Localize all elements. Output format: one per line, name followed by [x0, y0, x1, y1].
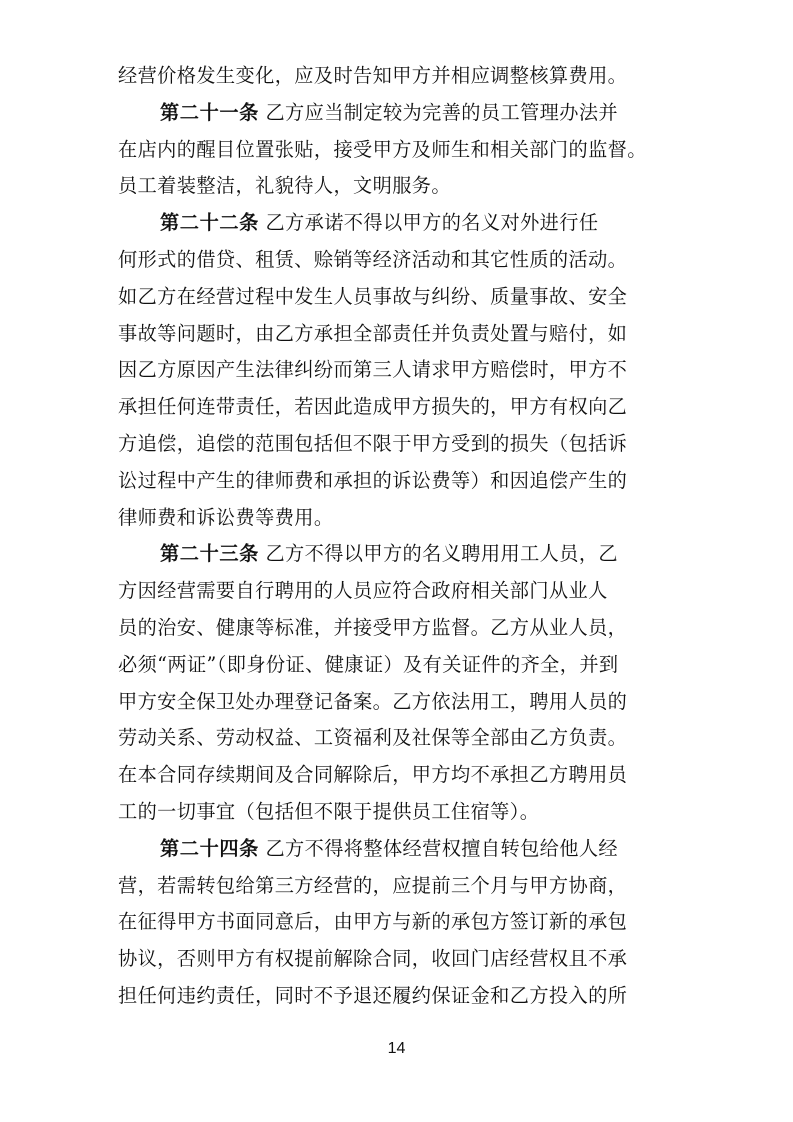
- line-text: 讼过程中产生的律师费和承担的诉讼费等）和因追偿产生的: [118, 468, 628, 492]
- line-text: 乙方承诺不得以甲方的名义对外进行任: [265, 211, 599, 235]
- article-first-line: [118, 536, 688, 573]
- text-line: [118, 610, 688, 647]
- text-line: [118, 58, 688, 95]
- line-text: 何形式的借贷、租赁、赊销等经济活动和其它性质的活动。: [118, 247, 628, 271]
- line-text: 劳动关系、劳动权益、工资福利及社保等全部由乙方负责。: [118, 726, 628, 750]
- line-text: 甲方安全保卫处办理登记备案。乙方依法用工，聘用人员的: [118, 689, 628, 713]
- text-line: [118, 720, 688, 757]
- text-line: [118, 904, 688, 941]
- article-first-line: [118, 95, 688, 132]
- line-text: 员工着装整洁，礼貌待人，文明服务。: [118, 174, 451, 198]
- line-text: 方追偿，追偿的范围包括但不限于甲方受到的损失（包括诉: [118, 431, 628, 455]
- text-line: [118, 647, 688, 684]
- text-line: [118, 316, 688, 353]
- line-text: 乙方不得将整体经营权擅自转包给他人经: [265, 836, 619, 860]
- line-text: 律师费和诉讼费等费用。: [118, 505, 334, 529]
- text-line: [118, 978, 688, 1015]
- line-text: 因乙方原因产生法律纠纷而第三人请求甲方赔偿时，甲方不: [118, 358, 628, 382]
- text-line: [118, 426, 688, 463]
- text-line: [118, 242, 688, 279]
- text-line: [118, 794, 688, 831]
- line-text: 担任何违约责任，同时不予退还履约保证金和乙方投入的所: [118, 983, 628, 1007]
- line-text: 协议，否则甲方有权提前解除合同，收回门店经营权且不承: [118, 947, 628, 971]
- contract-body: [118, 58, 688, 1015]
- line-text: 工的一切事宜（包括但不限于提供员工住宿等）。: [118, 799, 540, 823]
- text-line: [118, 463, 688, 500]
- page-number: 14: [387, 1040, 406, 1057]
- text-line: [118, 500, 688, 537]
- text-line: [118, 132, 688, 169]
- line-text: 方因经营需要自行聘用的人员应符合政府相关部门从业人: [118, 579, 608, 603]
- article-heading: 第二十一条: [160, 100, 259, 124]
- line-text: 乙方不得以甲方的名义聘用用工人员，乙: [265, 542, 619, 566]
- text-line: [118, 684, 688, 721]
- line-text: 营，若需转包给第三方经营的，应提前三个月与甲方协商，: [118, 873, 628, 897]
- text-line: [118, 279, 688, 316]
- line-text: 如乙方在经营过程中发生人员事故与纠纷、质量事故、安全: [118, 284, 628, 308]
- line-text: 员的治安、健康等标准，并接受甲方监督。乙方从业人员，: [118, 615, 628, 639]
- line-text: 承担任何连带责任，若因此造成甲方损失的，甲方有权向乙: [118, 395, 628, 419]
- text-line: [118, 941, 688, 978]
- line-text: 必须“两证”（即身份证、健康证）及有关证件的齐全，并到: [118, 652, 619, 676]
- article-first-line: [118, 831, 688, 868]
- article-first-line: [118, 205, 688, 242]
- line-text: 事故等问题时，由乙方承担全部责任并负责处置与赔付，如: [118, 321, 628, 345]
- line-text: 在征得甲方书面同意后，由甲方与新的承包方签订新的承包: [118, 910, 628, 934]
- text-line: [118, 868, 688, 905]
- line-text: 乙方应当制定较为完善的员工管理办法并: [265, 100, 619, 124]
- text-line: [118, 757, 688, 794]
- article-heading: 第二十四条: [160, 836, 259, 860]
- line-text: 经营价格发生变化，应及时告知甲方并相应调整核算费用。: [118, 64, 628, 87]
- article-heading: 第二十三条: [160, 542, 259, 566]
- article-heading: 第二十二条: [160, 211, 259, 235]
- text-line: [118, 573, 688, 610]
- text-line: [118, 352, 688, 389]
- text-line: [118, 168, 688, 205]
- text-line: [118, 389, 688, 426]
- line-text: 在店内的醒目位置张贴，接受甲方及师生和相关部门的监督。: [118, 137, 647, 161]
- line-text: 在本合同存续期间及合同解除后，甲方均不承担乙方聘用员: [118, 763, 628, 787]
